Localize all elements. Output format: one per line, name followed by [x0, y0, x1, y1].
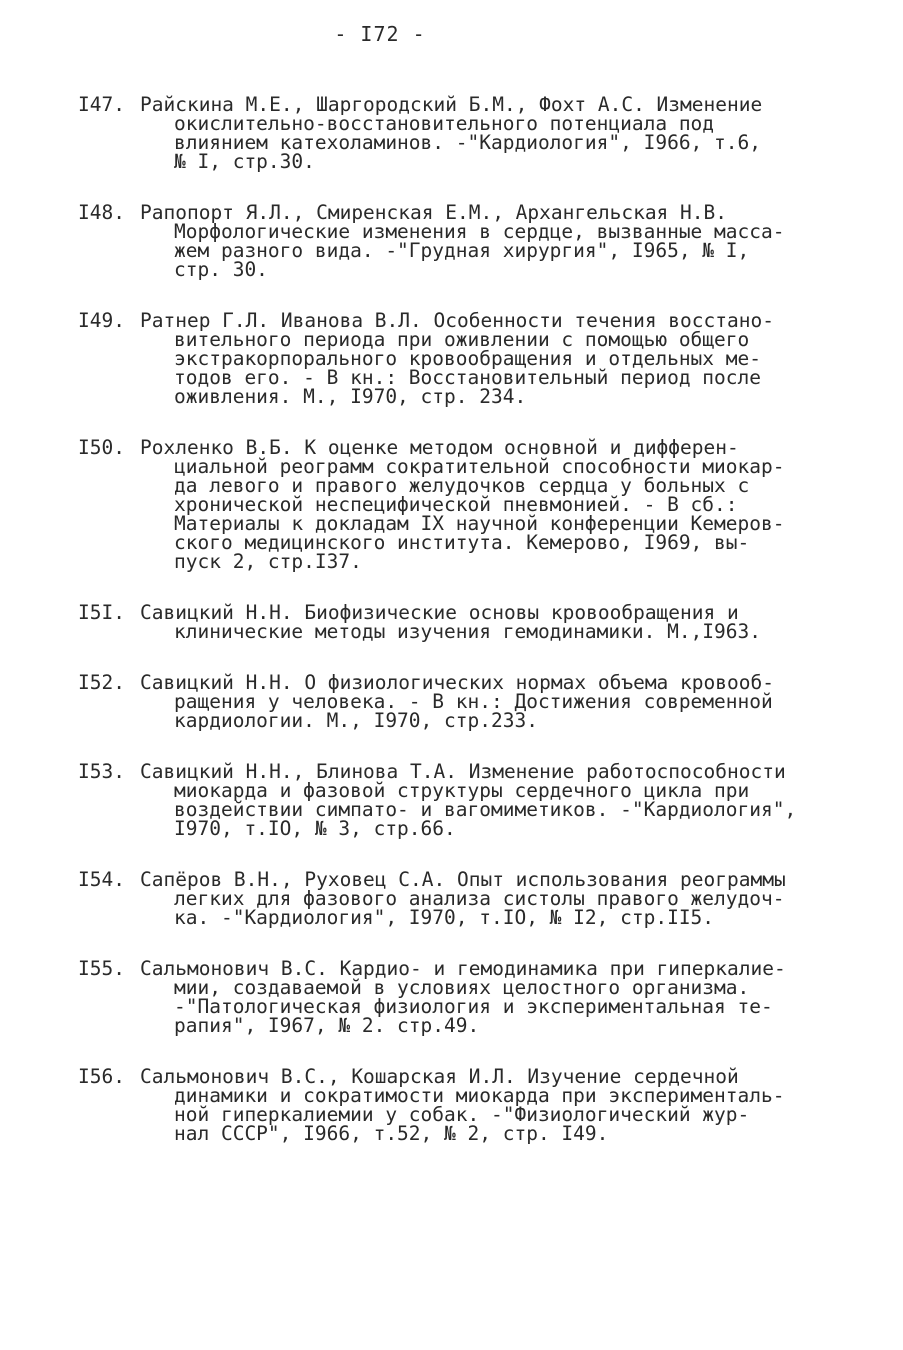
entry-line: стр. 30.	[174, 258, 268, 281]
entry-line: жем разного вида. -"Грудная хирургия", I965, № I,	[174, 239, 750, 262]
bibliography-entry	[78, 603, 838, 641]
entry-text	[140, 203, 838, 279]
entry-line: миокарда и фазовой структуры сердечного цикла при	[174, 779, 750, 802]
entry-line: экстракорпорального кровообращения и отдельных ме-	[174, 347, 761, 370]
bibliography-entry	[78, 203, 838, 279]
entry-line: Сапёров В.Н., Руховец С.А. Опыт использования реограммы	[140, 868, 786, 891]
entry-text	[140, 762, 838, 838]
entry-text	[140, 311, 838, 406]
entry-line: № I, стр.30.	[174, 150, 315, 173]
entry-line: ка. -"Кардиология", I970, т.IO, № I2, стр.II5.	[174, 906, 715, 929]
entry-line: I970, т.IO, № 3, стр.66.	[174, 817, 456, 840]
bibliography-entry	[78, 959, 838, 1035]
entry-line: Савицкий Н.Н., Блинова Т.А. Изменение работоспособности	[140, 760, 786, 783]
entry-text	[140, 870, 838, 927]
entry-text	[140, 959, 838, 1035]
entry-line: окислительно-восстановительного потенциала под	[174, 112, 715, 135]
entry-number: I54.	[78, 868, 125, 891]
entry-number: I50.	[78, 436, 125, 459]
entry-line: вительного периода при оживлении с помощью общего	[174, 328, 750, 351]
bibliography-entry	[78, 1067, 838, 1143]
entry-text	[140, 438, 838, 571]
bibliography-list	[78, 95, 838, 1175]
entry-line: динамики и сократимости миокарда при эксперименталь-	[174, 1084, 785, 1107]
entry-line: циальной реограмм сократительной способности миокар-	[174, 455, 785, 478]
entry-line: тодов его. - В кн.: Восстановительный период после	[174, 366, 761, 389]
entry-line: пуск 2, стр.I37.	[174, 550, 362, 573]
entry-line: воздействии симпато- и вагомиметиков. -"Кардиология",	[174, 798, 797, 821]
entry-number: I55.	[78, 957, 125, 980]
entry-line: Материалы к докладам IX научной конференции Кемеров-	[174, 512, 785, 535]
entry-line: легких для фазового анализа систолы правого желудоч-	[174, 887, 785, 910]
entry-line: Рапопорт Я.Л., Смиренская Е.М., Архангельская Н.В.	[140, 201, 727, 224]
entry-line: Рохленко В.Б. К оценке методом основной и дифферен-	[140, 436, 739, 459]
entry-number: I52.	[78, 671, 125, 694]
bibliography-entry	[78, 438, 838, 571]
entry-line: мии, создаваемой в условиях целостного организма.	[174, 976, 750, 999]
entry-number: I48.	[78, 201, 125, 224]
entry-line: влиянием катехоламинов. -"Кардиология", I966, т.6,	[174, 131, 761, 154]
entry-line: -"Патологическая физиология и экспериментальная те-	[174, 995, 773, 1018]
entry-line: да левого и правого желудочков сердца у больных с	[174, 474, 750, 497]
entry-text	[140, 1067, 838, 1143]
entry-line: Сальмонович В.С., Кошарская И.Л. Изучение сердечной	[140, 1065, 739, 1088]
entry-number: I47.	[78, 93, 125, 116]
entry-line: Райскина М.Е., Шаргородский Б.М., Фохт А.С. Изменение	[140, 93, 763, 116]
entry-line: рапия", I967, № 2. стр.49.	[174, 1014, 480, 1037]
entry-line: Морфологические изменения в сердце, вызванные масса-	[174, 220, 785, 243]
entry-line: Сальмонович В.С. Кардио- и гемодинамика при гиперкалие-	[140, 957, 786, 980]
bibliography-entry	[78, 762, 838, 838]
entry-number: I53.	[78, 760, 125, 783]
entry-number: I56.	[78, 1065, 125, 1088]
page-number: - I72 -	[334, 22, 426, 46]
bibliography-entry	[78, 870, 838, 927]
bibliography-entry	[78, 311, 838, 406]
entry-number: I5I.	[78, 601, 125, 624]
entry-text	[140, 95, 838, 171]
entry-text	[140, 673, 838, 730]
entry-line: клинические методы изучения гемодинамики. М.,I963.	[174, 620, 761, 643]
entry-number: I49.	[78, 309, 125, 332]
entry-line: кардиологии. М., I970, стр.233.	[174, 709, 538, 732]
entry-line: ращения у человека. - В кн.: Достижения современной	[174, 690, 773, 713]
entry-line: ной гиперкалиемии у собак. -"Физиологический жур-	[174, 1103, 750, 1126]
entry-line: нал СССР", I966, т.52, № 2, стр. I49.	[174, 1122, 609, 1145]
entry-line: Ратнер Г.Л. Иванова В.Л. Особенности течения восстано-	[140, 309, 774, 332]
bibliography-entry	[78, 95, 838, 171]
entry-line: оживления. М., I970, стр. 234.	[174, 385, 527, 408]
bibliography-entry	[78, 673, 838, 730]
entry-text	[140, 603, 838, 641]
entry-line: Савицкий Н.Н. О физиологических нормах объема кровооб-	[140, 671, 774, 694]
entry-line: Савицкий Н.Н. Биофизические основы кровообращения и	[140, 601, 739, 624]
entry-line: ского медицинского института. Кемерово, I969, вы-	[174, 531, 750, 554]
entry-line: хронической неспецифической пневмонией. - В сб.:	[174, 493, 738, 516]
